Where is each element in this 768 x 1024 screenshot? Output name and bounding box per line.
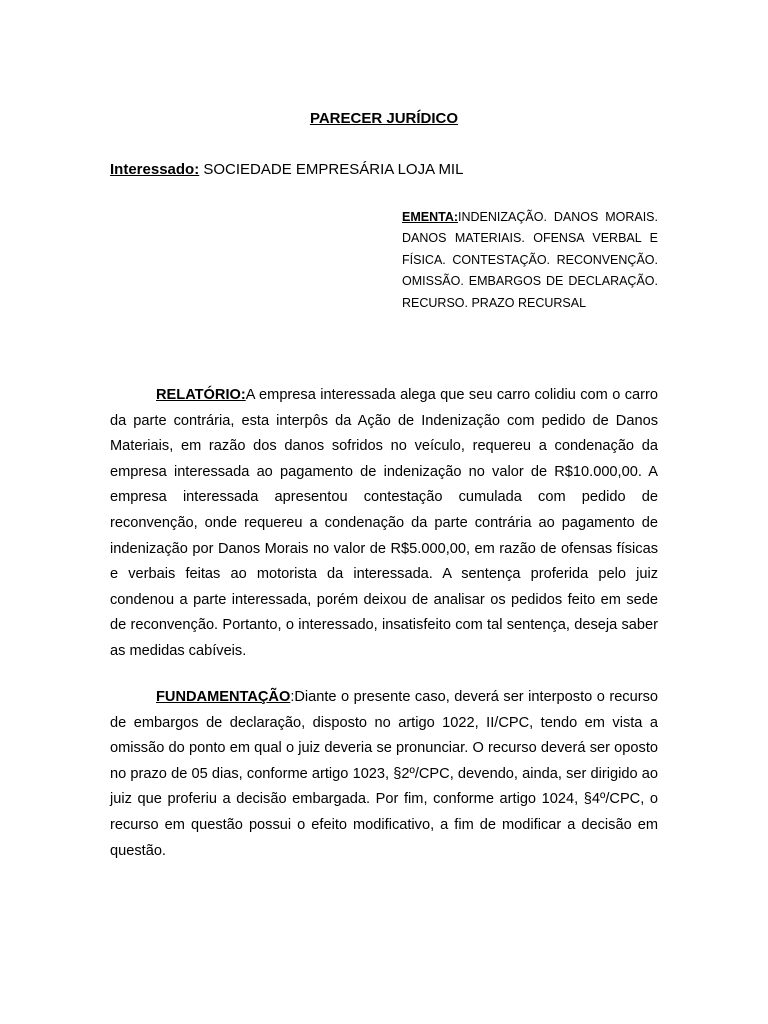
relatorio-text: A empresa interessada alega que seu carro colidiu com o carro da parte contrária, esta interpôs da Ação de Indenização com pedido de Danos Materiais, em razão dos danos sofridos no veículo, requereu a condenação da empresa interessada ao pagamento de indenização no valor de R$10.000,00. A empresa interessada apresentou contestação cumulada com pedido de reconvenção, onde requereu a condenação da parte contrária ao pagamento de indenização por Danos Morais no valor de R$5.000,00, em razão de ofensas físicas e verbais feitas ao motorista da interessada. A sentença proferida pelo juiz condenou a parte interessada, porém deixou de analisar os pedidos feito em sede de reconvenção. Portanto, o interessado, insatisfeito com tal sentença, deseja saber as medidas cabíveis. — [110, 387, 658, 659]
ementa-block — [402, 207, 658, 314]
relatorio-paragraph — [110, 383, 658, 665]
document-title: PARECER JURÍDICO — [309, 110, 459, 127]
fundamentacao-paragraph — [110, 685, 658, 864]
ementa-text: INDENIZAÇÃO. DANOS MORAIS. DANOS MATERIAIS. OFENSA VERBAL E FÍSICA. CONTESTAÇÃO. RECONVENÇÃO. OMISSÃO. EMBARGOS DE DECLARAÇÃO. RECURSO. PRAZO RECURSAL — [402, 210, 658, 310]
interessado-label: Interessado: — [110, 161, 200, 178]
ementa-label: EMENTA: — [402, 210, 459, 224]
relatorio-label: RELATÓRIO: — [156, 387, 246, 403]
interessado-value: SOCIEDADE EMPRESÁRIA LOJA MIL — [199, 161, 464, 178]
interessado-line — [110, 161, 463, 178]
fundamentacao-label: FUNDAMENTAÇÃO — [156, 689, 291, 705]
fundamentacao-text: :Diante o presente caso, deverá ser interposto o recurso de embargos de declaração, disposto no artigo 1022, II/CPC, tendo em vista a omissão do ponto em qual o juiz deveria se pronunciar. O recurso deverá ser oposto no prazo de 05 dias, conforme artigo 1023, §2º/CPC, devendo, ainda, ser dirigido ao juiz que proferiu a decisão embargada. Por fim, conforme artigo 1024, §4º/CPC, o recurso em questão possui o efeito modificativo, a fim de modificar a decisão em questão. — [110, 689, 658, 859]
